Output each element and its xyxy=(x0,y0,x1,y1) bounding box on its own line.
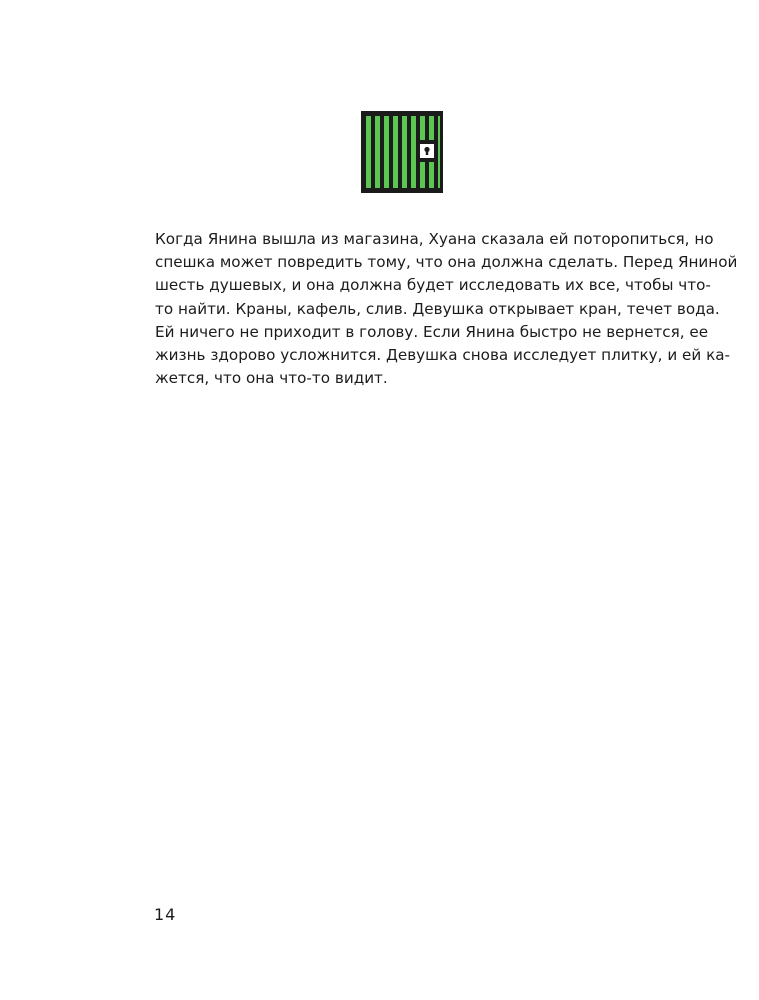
body-paragraph xyxy=(155,228,738,390)
paragraph-line: жизнь здорово усложнится. Девушка снова исследует плитку, и ей ка- xyxy=(155,346,731,365)
paragraph-line: жется, что она что-то видит. xyxy=(155,369,388,388)
paragraph-line: Ей ничего не приходит в голову. Если Янина быстро не вернется, ее xyxy=(155,322,709,341)
page-number: 14 xyxy=(154,905,177,924)
paragraph-line: спешка может повредить тому, что она должна сделать. Перед Яниной xyxy=(155,253,738,272)
paragraph-line: то найти. Краны, кафель, слив. Девушка открывает кран, течет вода. xyxy=(155,299,720,318)
jail-bars-padlock-icon xyxy=(361,111,443,193)
paragraph-line: шесть душевых, и она должна будет исследовать их все, чтобы что- xyxy=(155,276,711,295)
paragraph-line: Когда Янина вышла из магазина, Хуана сказала ей поторопиться, но xyxy=(155,230,714,248)
